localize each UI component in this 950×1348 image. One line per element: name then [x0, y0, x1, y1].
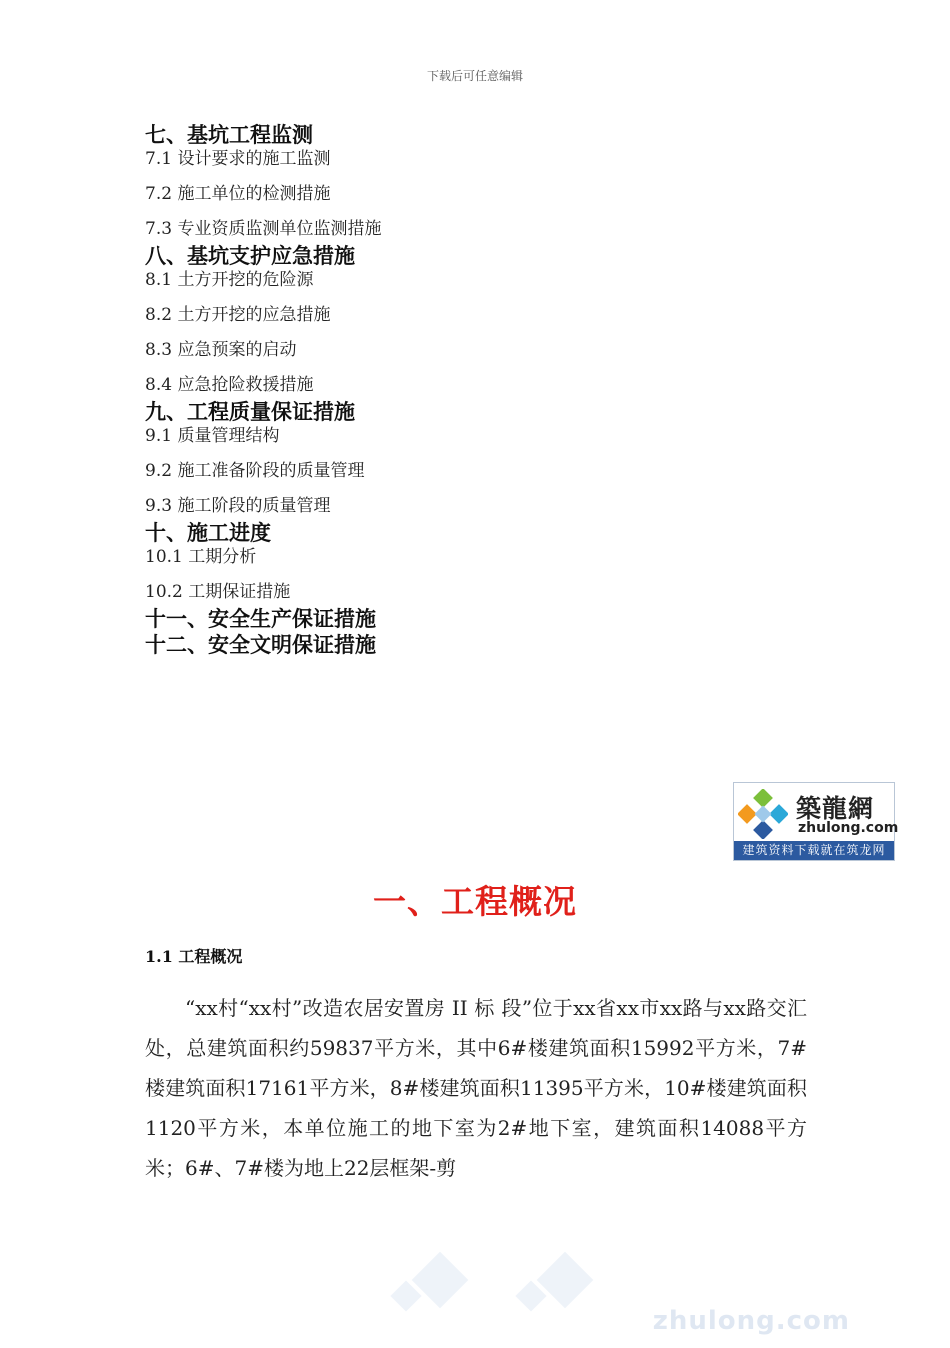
- chapter-title: 一、工程概况: [373, 882, 577, 921]
- watermark: [0, 1200, 950, 1344]
- table-of-contents: [145, 122, 825, 658]
- toc-item: 9.1 质量管理结构: [145, 426, 280, 446]
- toc-item: 10.1 工期分析: [145, 547, 257, 567]
- toc-section: [145, 243, 825, 396]
- toc-heading: 八、基坑支护应急措施: [145, 244, 355, 268]
- toc-item: 7.3 专业资质监测单位监测措施: [145, 219, 382, 239]
- logo-name: 築龍網: [796, 794, 875, 823]
- toc-heading: 十一、安全生产保证措施: [145, 607, 376, 631]
- toc-heading: 七、基坑工程监测: [145, 123, 313, 147]
- toc-heading: 九、工程质量保证措施: [145, 400, 355, 424]
- toc-item: 8.4 应急抢险救援措施: [145, 375, 314, 395]
- toc-section: [145, 632, 825, 658]
- toc-item: 9.3 施工阶段的质量管理: [145, 496, 331, 516]
- toc-section: [145, 122, 825, 240]
- watermark-pattern: [0, 1200, 950, 1344]
- toc-item: 8.2 土方开挖的应急措施: [145, 305, 331, 325]
- toc-section: [145, 520, 825, 603]
- toc-section: [145, 606, 825, 632]
- toc-item: 7.1 设计要求的施工监测: [145, 149, 331, 169]
- logo-domain: zhulong.com: [798, 820, 899, 836]
- toc-heading: 十二、安全文明保证措施: [145, 633, 376, 657]
- zhulong-logo: [733, 782, 899, 861]
- toc-item: 8.3 应急预案的启动: [145, 340, 297, 360]
- toc-item: 7.2 施工单位的检测措施: [145, 184, 331, 204]
- toc-item: 10.2 工期保证措施: [145, 582, 291, 602]
- zhulong-logo-icon: [738, 789, 788, 839]
- section-title: 1.1 工程概况: [145, 947, 243, 966]
- toc-section: [145, 399, 825, 517]
- watermark-text: zhulong.com: [652, 1306, 850, 1336]
- body-paragraph: “xx村“xx村”改造农居安置房 II 标 段”位于xx省xx市xx路与xx路交汇处，总建筑面积约59837平方米，其中6#楼建筑面积15992平方米，7#楼建筑面积17161平方米，8#楼建筑面积11395平方米，10#楼建筑面积1120平方米，本单位施工的地下室为2#地下室，建筑面积14088平方米；6#、7#楼为地上22层框架-剪: [145, 996, 807, 1180]
- logo-slogan: 建筑资料下载就在筑龙网: [734, 841, 894, 860]
- toc-heading: 十、施工进度: [145, 521, 271, 545]
- toc-item: 8.1 土方开挖的危险源: [145, 270, 314, 290]
- header-note: 下载后可任意编辑: [426, 69, 523, 83]
- toc-item: 9.2 施工准备阶段的质量管理: [145, 461, 365, 481]
